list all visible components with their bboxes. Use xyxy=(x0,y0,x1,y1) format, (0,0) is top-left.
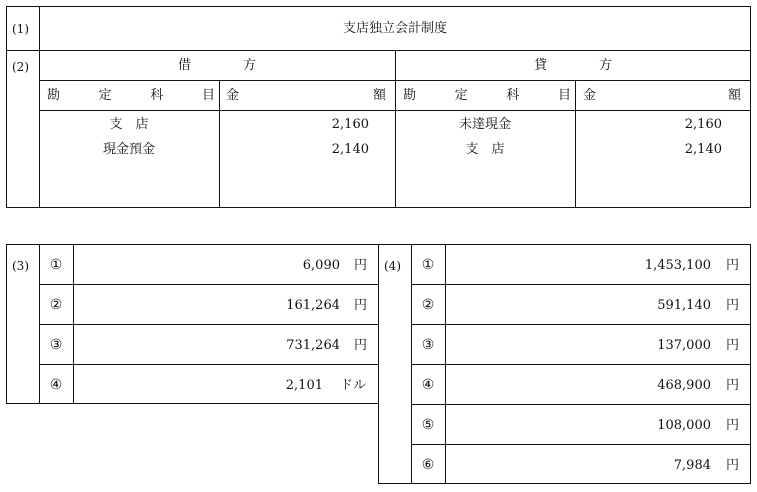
q3-row-value-1: 6,090 xyxy=(302,258,340,273)
credit-amount-col-right: 額 xyxy=(728,88,742,103)
q3-row-mark-3: ③ xyxy=(49,337,63,353)
q4-row-mark-6: ⑥ xyxy=(421,457,435,473)
credit-amount-1: 2,160 xyxy=(684,117,722,132)
q3-row-line-3 xyxy=(39,364,379,365)
q3-row-line-1 xyxy=(39,284,379,285)
q3-row-mark-2: ② xyxy=(49,297,63,313)
q4-row-mark-3: ③ xyxy=(421,337,435,353)
debit-amount-col-right: 額 xyxy=(373,88,387,103)
debit-amount-2: 2,140 xyxy=(331,142,369,157)
q3-row-mark-1: ① xyxy=(49,257,63,273)
q4-row-unit-4: 円 xyxy=(726,378,740,393)
q4-row-value-1: 1,453,100 xyxy=(644,258,711,273)
q3-row-value-4: 2,101 xyxy=(285,378,323,393)
q4-row-unit-6: 円 xyxy=(726,458,740,473)
q4-label: (4) xyxy=(384,259,401,273)
debit-header: 借 方 xyxy=(177,58,256,73)
credit-amount-2: 2,140 xyxy=(684,142,722,157)
q3-row-unit-3: 円 xyxy=(354,338,368,353)
q4-row-value-4: 468,900 xyxy=(657,378,711,393)
q4-row-mark-4: ④ xyxy=(421,377,435,393)
q4-row-line-1 xyxy=(411,284,751,285)
q4-row-unit-3: 円 xyxy=(726,338,740,353)
debit-amount-col-left: 金 xyxy=(226,88,240,103)
credit-account-2: 支 店 xyxy=(465,142,505,157)
credit-account-1: 未達現金 xyxy=(458,117,511,132)
q3-row-unit-2: 円 xyxy=(354,298,368,313)
q4-row-unit-1: 円 xyxy=(726,258,740,273)
q4-row-value-5: 108,000 xyxy=(657,418,711,433)
debit-account-1: 支 店 xyxy=(109,117,149,132)
q3-row-line-2 xyxy=(39,324,379,325)
q3-row-unit-1: 円 xyxy=(354,258,368,273)
q2-label: (2) xyxy=(12,60,29,74)
q3-row-value-2: 161,264 xyxy=(286,298,340,313)
q4-row-value-2: 591,140 xyxy=(657,298,711,313)
q4-row-unit-5: 円 xyxy=(726,418,740,433)
row1-bottom-line xyxy=(6,50,751,51)
q4-row-mark-1: ① xyxy=(421,257,435,273)
q1-answer: 支店独立会計制度 xyxy=(342,21,447,36)
q4-row-line-2 xyxy=(411,324,751,325)
credit-account-col-header: 勘 定 科 目 xyxy=(403,88,571,103)
q4-row-line-5 xyxy=(411,444,751,445)
debit-account-col-header: 勘 定 科 目 xyxy=(47,88,215,103)
q4-row-value-6: 7,984 xyxy=(673,458,711,473)
q4-row-unit-2: 円 xyxy=(726,298,740,313)
q3-row-mark-4: ④ xyxy=(49,377,63,393)
q4-row-mark-5: ⑤ xyxy=(421,417,435,433)
q4-row-line-3 xyxy=(411,364,751,365)
credit-amount-col-left: 金 xyxy=(583,88,597,103)
debit-amount-1: 2,160 xyxy=(331,117,369,132)
q4-row-line-4 xyxy=(411,404,751,405)
q4-row-mark-2: ② xyxy=(421,297,435,313)
q4-row-value-3: 137,000 xyxy=(657,338,711,353)
q3-label: (3) xyxy=(12,259,29,273)
credit-header: 貸 方 xyxy=(533,58,612,73)
debit-account-2: 現金預金 xyxy=(102,142,155,157)
q1-label: (1) xyxy=(12,22,29,36)
q3-row-unit-4: ドル xyxy=(340,378,367,393)
q3-row-value-3: 731,264 xyxy=(286,338,340,353)
